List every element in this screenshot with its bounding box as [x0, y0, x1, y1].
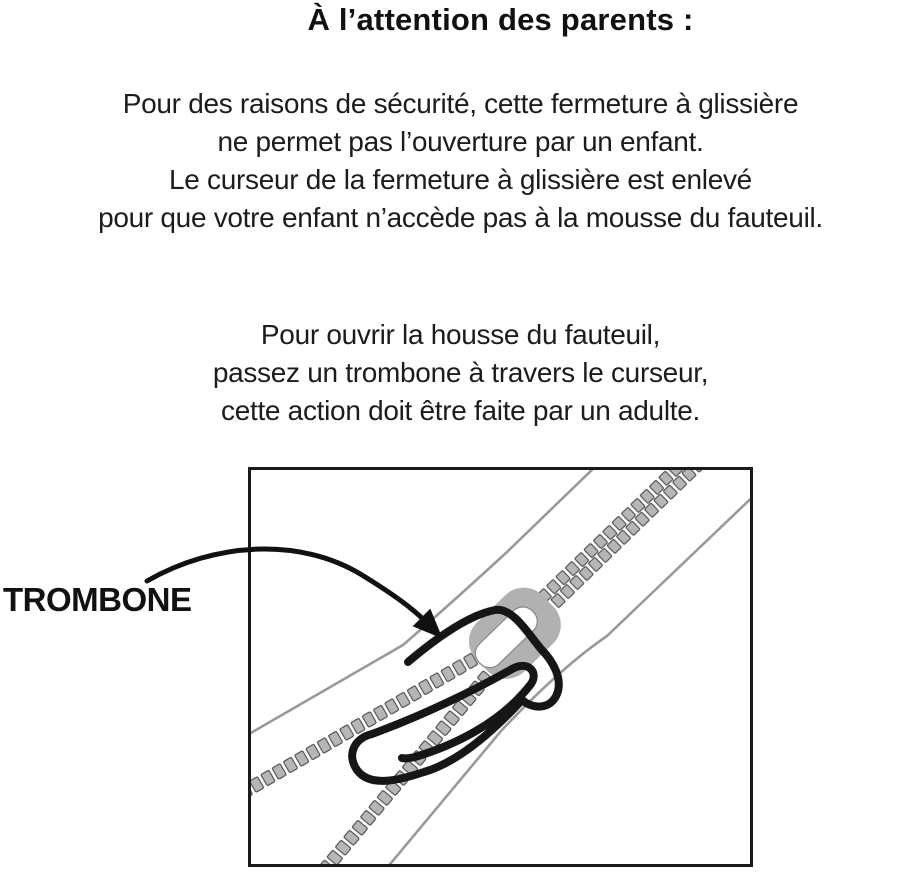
text-line: passez un trombone à travers le curseur,: [212, 357, 709, 388]
text-line: cette action doit être faite par un adulte.: [221, 395, 700, 426]
pointer-arrow: [147, 549, 425, 621]
trombone-label: TROMBONE: [3, 581, 192, 618]
zipper-diagram: [0, 455, 921, 872]
text-line: Pour ouvrir la housse du fauteuil,: [260, 319, 661, 350]
text-line: Le curseur de la fermeture à glissière est enlevé: [169, 164, 752, 195]
paperclip-illustration: [352, 610, 559, 781]
instruction-paragraph: [0, 316, 921, 430]
zipper-tape-lower: [341, 466, 785, 872]
zipper-closed-band: [532, 455, 787, 618]
safety-paragraph: [0, 85, 921, 237]
teeth-band-closed: [532, 455, 787, 618]
zipper-illustration: [204, 455, 787, 872]
text-line: ne permet pas l’ouverture par un enfant.: [217, 126, 704, 157]
page-title: À l’attention des parents :: [307, 2, 694, 37]
text-line: Pour des raisons de sécurité, cette fermeture à glissière: [122, 88, 799, 119]
text-line: pour que votre enfant n’accède pas à la mousse du fauteuil.: [98, 202, 823, 233]
